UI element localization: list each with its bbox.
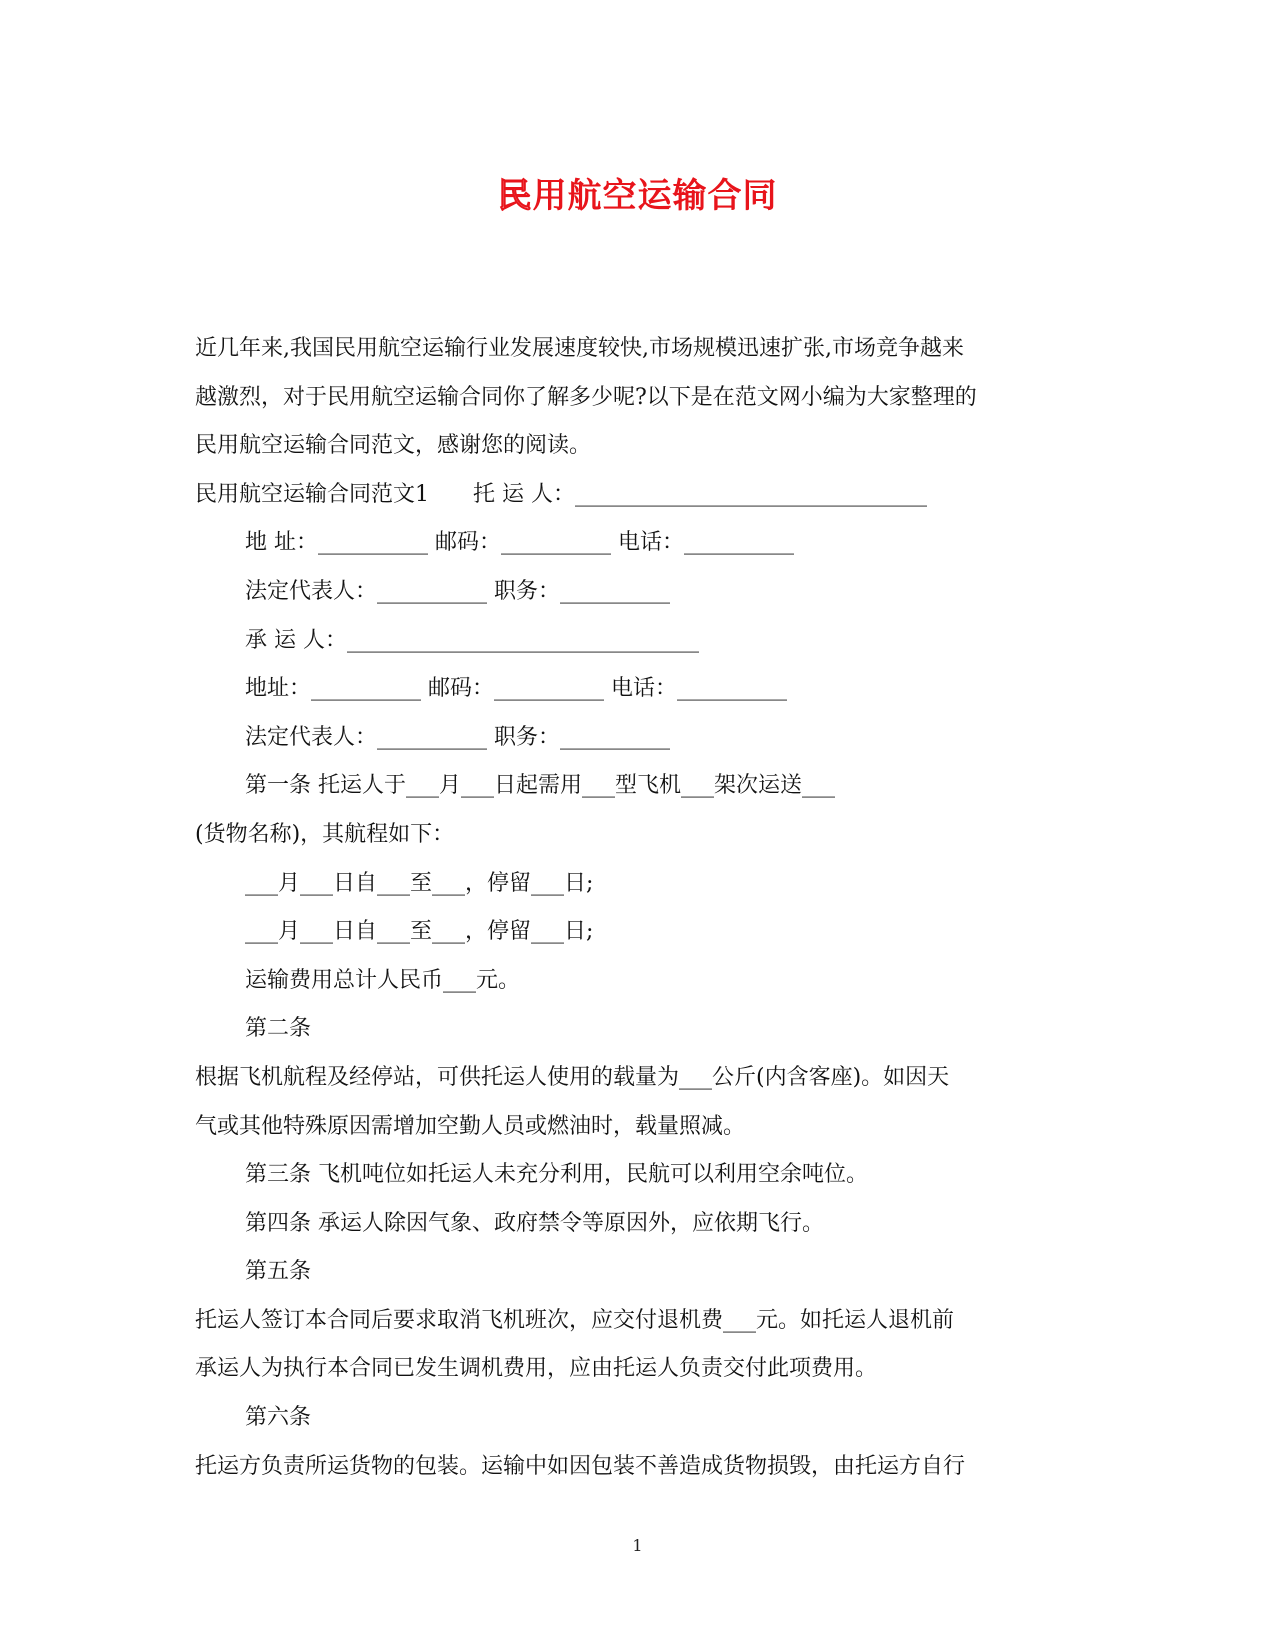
body-line: 气或其他特殊原因需增加空勤人员或燃油时，载量照减。 [195,1113,746,1139]
body-line: 越激烈，对于民用航空运输合同你了解多少呢?以下是在范文网小编为大家整理的 [195,384,977,410]
body-line: 第二条 [245,1016,312,1042]
title-rest: 用航空运输合同 [532,176,778,216]
body-line: 承运人为执行本合同已发生调机费用，应由托运人负责交付此项费用。 [195,1356,878,1382]
body-line: 根据飞机航程及经停站，可供托运人使用的载量为___公斤(内含客座)。如因天 [195,1064,950,1090]
body-line: 第三条 飞机吨位如托运人未充分利用，民航可以利用空余吨位。 [245,1162,868,1188]
body-line: 民用航空运输合同范文，感谢您的阅读。 [195,433,592,459]
document-title [0,168,1275,217]
body-line: 地 址：__________ 邮码：__________ 电话：__________ [245,530,794,556]
page-number: 1 [632,1536,643,1555]
body-line: 运输费用总计人民币___元。 [245,967,521,993]
body-line: 第六条 [245,1405,312,1431]
body-line: 第四条 承运人除因气象、政府禁令等原因外，应依期飞行。 [245,1210,824,1236]
body-line: 法定代表人：__________ 职务：__________ [245,578,670,604]
document-body [195,325,1085,1491]
body-line: ___月___日自___至___，停留___日; [245,919,594,945]
body-line: 法定代表人：__________ 职务：__________ [245,724,670,750]
body-line: 托运方负责所运货物的包装。运输中如因包装不善造成货物损毁，由托运方自行 [195,1453,966,1479]
body-line: 第一条 托运人于___月___日起需用___型飞机___架次运送___ [245,773,835,799]
body-line: 地址：__________ 邮码：__________ 电话：__________ [245,676,787,702]
title-first-char: 民 [497,176,533,216]
body-line: 民用航空运输合同范文1 托 运 人：________________________________ [195,481,927,507]
body-line: 承 运 人：________________________________ [245,627,699,653]
body-line: 托运人签订本合同后要求取消飞机班次，应交付退机费___元。如托运人退机前 [195,1307,955,1333]
body-line: (货物名称)，其航程如下： [195,821,455,847]
body-line: 近几年来,我国民用航空运输行业发展速度较快,市场规模迅速扩张,市场竞争越来 [195,336,964,361]
body-line: 第五条 [245,1259,312,1285]
body-line: ___月___日自___至___，停留___日; [245,870,594,896]
